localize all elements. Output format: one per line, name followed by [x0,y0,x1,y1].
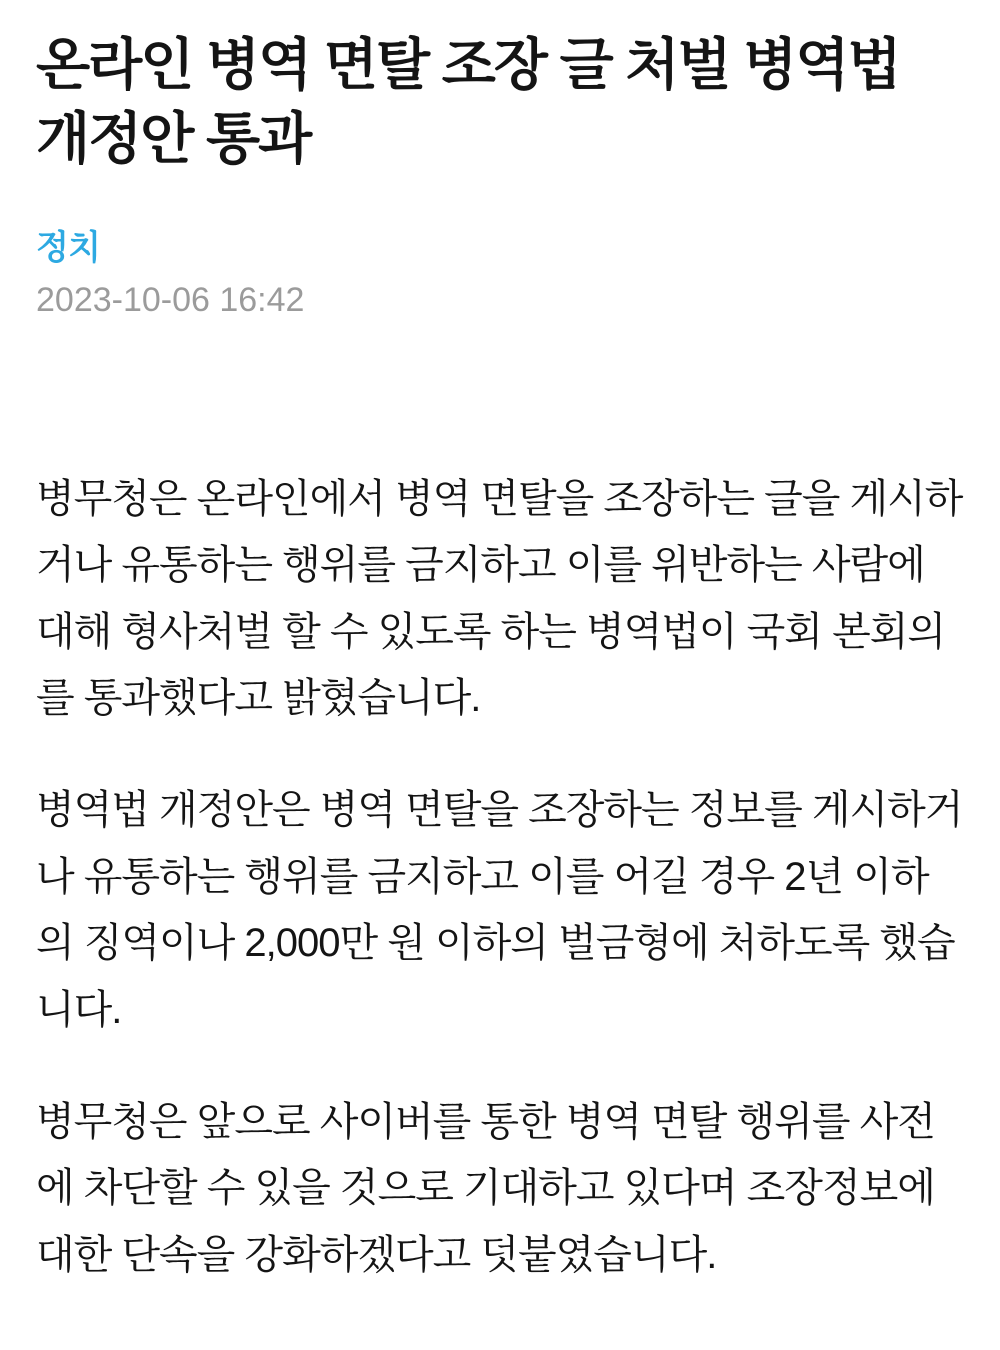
category-link-politics[interactable]: 정치 [36,228,101,267]
publish-timestamp: 2023-10-06 16:42 [36,280,305,319]
article-paragraph: 병역법 개정안은 병역 면탈을 조장하는 정보를 게시하거나 유통하는 행위를 금지하고 이를 어길 경우 2년 이하의 징역이나 2,000만 원 이하의 벌금형에 처하도록 했습니다. [36,788,963,1032]
article-paragraph: 병무청은 앞으로 사이버를 통한 병역 면탈 행위를 사전에 차단할 수 있을 것으로 기대하고 있다며 조장정보에 대한 단속을 강화하겠다고 덧붙였습니다. [36,1099,935,1277]
article-title: 온라인 병역 면탈 조장 글 처벌 병역법 개정안 통과 [36,33,900,170]
article-body [36,466,964,1288]
article-paragraph: 병무청은 온라인에서 병역 면탈을 조장하는 글을 게시하거나 유통하는 행위를 금지하고 이를 위반하는 사람에 대해 형사처벌 할 수 있도록 하는 병역법이 국회 본회의를 통과했다고 밝혔습니다. [36,476,963,720]
